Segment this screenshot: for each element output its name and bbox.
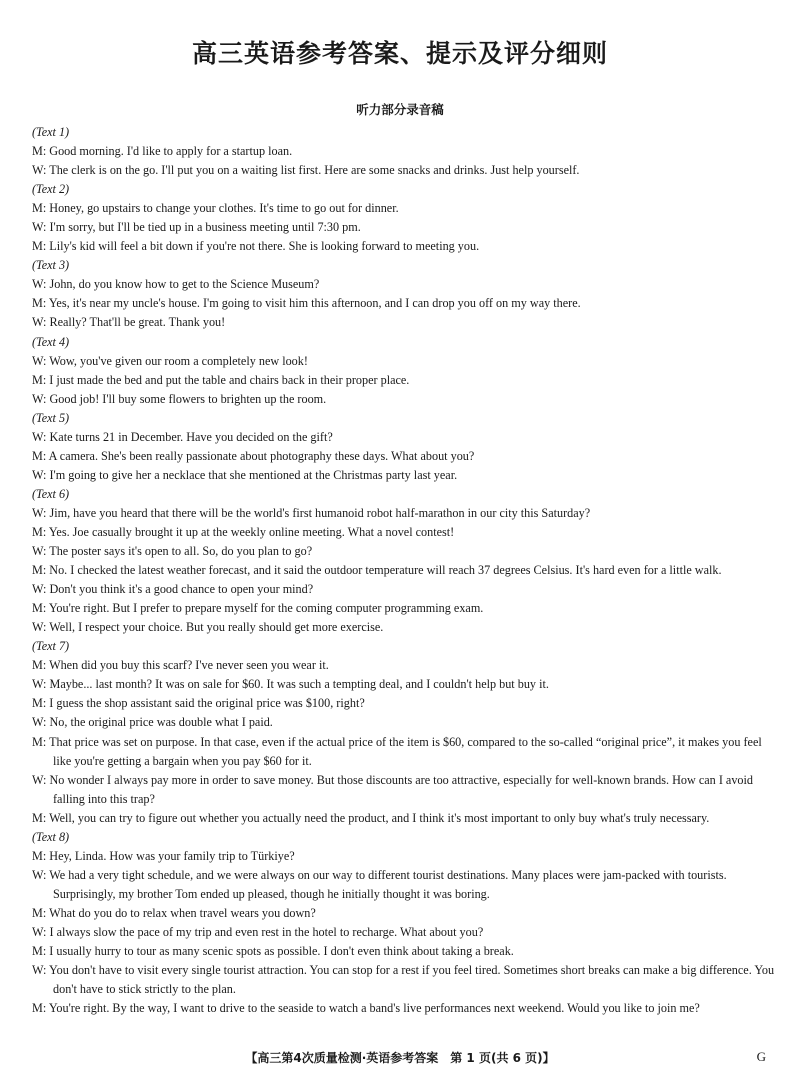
dialogue-text: You're right. But I prefer to prepare myself for the coming computer programming exam. (48, 601, 484, 616)
dialogue-text: Jim, have you heard that there will be the world's first humanoid robot half-marathon in our city this Saturday? (49, 505, 591, 520)
dialogue-text: That price was set on purpose. In that case, even if the actual price of the item is $60, compared to the so-called “original price”, it makes you feel like you're getting a bargain when you pay $60 for it. (49, 734, 762, 768)
dialogue-text: I always slow the pace of my trip and even rest in the hotel to recharge. What about you? (49, 924, 484, 939)
speaker-label: W: (32, 544, 47, 559)
dialogue-text: We had a very tight schedule, and we were always on our way to different tourist destinations. Many places were jam-packed with tourists. Surprisingly, my brother Tom ended up pleased, though he initially thought it was boring. (49, 867, 727, 901)
speaker-label: M: (32, 848, 47, 863)
page-footer-letter: G (756, 1049, 766, 1064)
speaker-label: M: (32, 144, 47, 159)
dialogue-line (32, 771, 777, 809)
dialogue-line (32, 504, 777, 523)
speaker-label: W: (32, 315, 47, 330)
speaker-label: M: (32, 372, 47, 387)
page-footer: 【高三第4次质量检测·英语参考答案 第 1 页(共 6 页)】 (245, 1051, 555, 1065)
speaker-label: W: (32, 582, 47, 597)
speaker-label: M: (32, 944, 47, 959)
dialogue-line (32, 542, 777, 561)
dialogue-text: No, the original price was double what I paid. (49, 715, 273, 730)
speaker-label: M: (32, 201, 47, 216)
speaker-label: M: (32, 296, 47, 311)
speaker-label: W: (32, 429, 47, 444)
speaker-label: W: (32, 467, 47, 482)
dialogue-text: The poster says it's open to all. So, do you plan to go? (49, 544, 313, 559)
dialogue-line (32, 675, 777, 694)
dialogue-line (32, 961, 777, 999)
dialogue-line (32, 199, 777, 218)
dialogue-text: Well, you can try to figure out whether you actually need the product, and I think it's most important to only buy what's truly necessary. (49, 810, 710, 825)
dialogue-line (32, 142, 777, 161)
dialogue-line (32, 390, 777, 409)
speaker-label: W: (32, 163, 47, 178)
dialogue-text: Kate turns 21 in December. Have you decided on the gift? (49, 429, 333, 444)
dialogue-text: When did you buy this scarf? I've never seen you wear it. (49, 658, 329, 673)
dialogue-text: Yes, it's near my uncle's house. I'm going to visit him this afternoon, and I can drop you off on my way there. (48, 296, 581, 311)
dialogue-line (32, 428, 777, 447)
speaker-label: W: (32, 505, 47, 520)
dialogue-text: I usually hurry to tour as many scenic spots as possible. I don't even think about taking a break. (49, 944, 514, 959)
dialogue-text: Well, I respect your choice. But you really should get more exercise. (49, 620, 384, 635)
dialogue-text: Hey, Linda. How was your family trip to Türkiye? (49, 848, 295, 863)
dialogue-line (32, 561, 777, 580)
text-section-label: (Text 3) (32, 258, 70, 273)
speaker-label: W: (32, 353, 47, 368)
dialogue-text: I just made the bed and put the table and chairs back in their proper place. (49, 372, 410, 387)
speaker-label: W: (32, 277, 47, 292)
dialogue-line (32, 733, 777, 771)
text-section-label: (Text 5) (32, 410, 70, 425)
dialogue-line (32, 275, 777, 294)
dialogue-line (32, 352, 777, 371)
dialogue-text: A camera. She's been really passionate about photography these days. What about you? (48, 448, 475, 463)
dialogue-line (32, 371, 777, 390)
dialogue-line (32, 847, 777, 866)
speaker-label: M: (32, 905, 47, 920)
dialogue-line (32, 466, 777, 485)
dialogue-line (32, 942, 777, 961)
dialogue-line (32, 656, 777, 675)
dialogue-text: Good job! I'll buy some flowers to brighten up the room. (49, 391, 327, 406)
dialogue-text: Wow, you've given our room a completely new look! (49, 353, 308, 368)
speaker-label: W: (32, 677, 47, 692)
dialogue-text: I guess the shop assistant said the original price was $100, right? (49, 696, 365, 711)
dialogue-text: I'm going to give her a necklace that she mentioned at the Christmas party last year. (49, 467, 458, 482)
dialogue-line (32, 580, 777, 599)
dialogue-line (32, 809, 777, 828)
dialogue-line (32, 599, 777, 618)
dialogue-text: Good morning. I'd like to apply for a startup loan. (49, 144, 293, 159)
dialogue-text: The clerk is on the go. I'll put you on a waiting list first. Here are some snacks and drinks. Just help yourself. (49, 163, 580, 178)
dialogue-line (32, 618, 777, 637)
dialogue-text: Yes. Joe casually brought it up at the weekly online meeting. What a novel contest! (48, 524, 455, 539)
speaker-label: M: (32, 1001, 47, 1016)
dialogue-line (32, 904, 777, 923)
dialogue-line (32, 694, 777, 713)
dialogue-line (32, 161, 777, 180)
speaker-label: W: (32, 620, 47, 635)
dialogue-line (32, 999, 777, 1018)
speaker-label: M: (32, 563, 47, 578)
speaker-label: M: (32, 239, 47, 254)
dialogue-text: Really? That'll be great. Thank you! (49, 315, 226, 330)
speaker-label: M: (32, 658, 47, 673)
dialogue-line (32, 237, 777, 256)
dialogue-text: Don't you think it's a good chance to open your mind? (49, 582, 314, 597)
dialogue-text: Lily's kid will feel a bit down if you're not there. She is looking forward to meeting you. (49, 239, 480, 254)
speaker-label: W: (32, 220, 47, 235)
speaker-label: M: (32, 696, 47, 711)
dialogue-text: What do you do to relax when travel wears you down? (49, 905, 316, 920)
dialogue-line (32, 923, 777, 942)
section-heading: 听力部分录音稿 (356, 102, 444, 117)
speaker-label: W: (32, 715, 47, 730)
speaker-label: W: (32, 963, 47, 978)
dialogue-text: You're right. By the way, I want to drive to the seaside to watch a band's live performances next weekend. Would you like to join me? (48, 1001, 700, 1016)
dialogue-line (32, 218, 777, 237)
dialogue-text: I'm sorry, but I'll be tied up in a business meeting until 7:30 pm. (49, 220, 361, 235)
speaker-label: W: (32, 391, 47, 406)
speaker-label: M: (32, 810, 47, 825)
text-section-label: (Text 8) (32, 829, 70, 844)
speaker-label: W: (32, 772, 47, 787)
speaker-label: W: (32, 867, 47, 882)
dialogue-text: No. I checked the latest weather forecast, and it said the outdoor temperature will reach 37 degrees Celsius. It's hard even for a little walk. (49, 563, 722, 578)
dialogue-line (32, 523, 777, 542)
speaker-label: M: (32, 601, 47, 616)
dialogue-line (32, 713, 777, 732)
dialogue-line (32, 447, 777, 466)
dialogue-text: No wonder I always pay more in order to save money. But those discounts are too attractive, especially for well-known brands. How can I avoid falling into this trap? (49, 772, 753, 806)
speaker-label: W: (32, 924, 47, 939)
dialogue-text: Honey, go upstairs to change your clothes. It's time to go out for dinner. (49, 201, 399, 216)
text-section-label: (Text 4) (32, 334, 70, 349)
speaker-label: M: (32, 734, 47, 749)
dialogue-text: John, do you know how to get to the Science Museum? (49, 277, 320, 292)
transcript (32, 123, 777, 1018)
page-title: 高三英语参考答案、提示及评分细则 (191, 39, 608, 68)
text-section-label: (Text 7) (32, 639, 70, 654)
dialogue-line (32, 294, 777, 313)
dialogue-text: Maybe... last month? It was on sale for $60. It was such a tempting deal, and I couldn't help but buy it. (49, 677, 549, 692)
text-section-label: (Text 6) (32, 486, 70, 501)
text-section-label: (Text 2) (32, 182, 70, 197)
dialogue-line (32, 313, 777, 332)
text-section-label: (Text 1) (32, 125, 70, 139)
speaker-label: M: (32, 448, 47, 463)
dialogue-text: You don't have to visit every single tourist attraction. You can stop for a rest if you feel tired. Sometimes short breaks can make a big difference. You don't have to stick strictly to the plan. (49, 963, 775, 997)
speaker-label: M: (32, 524, 47, 539)
dialogue-line (32, 866, 777, 904)
